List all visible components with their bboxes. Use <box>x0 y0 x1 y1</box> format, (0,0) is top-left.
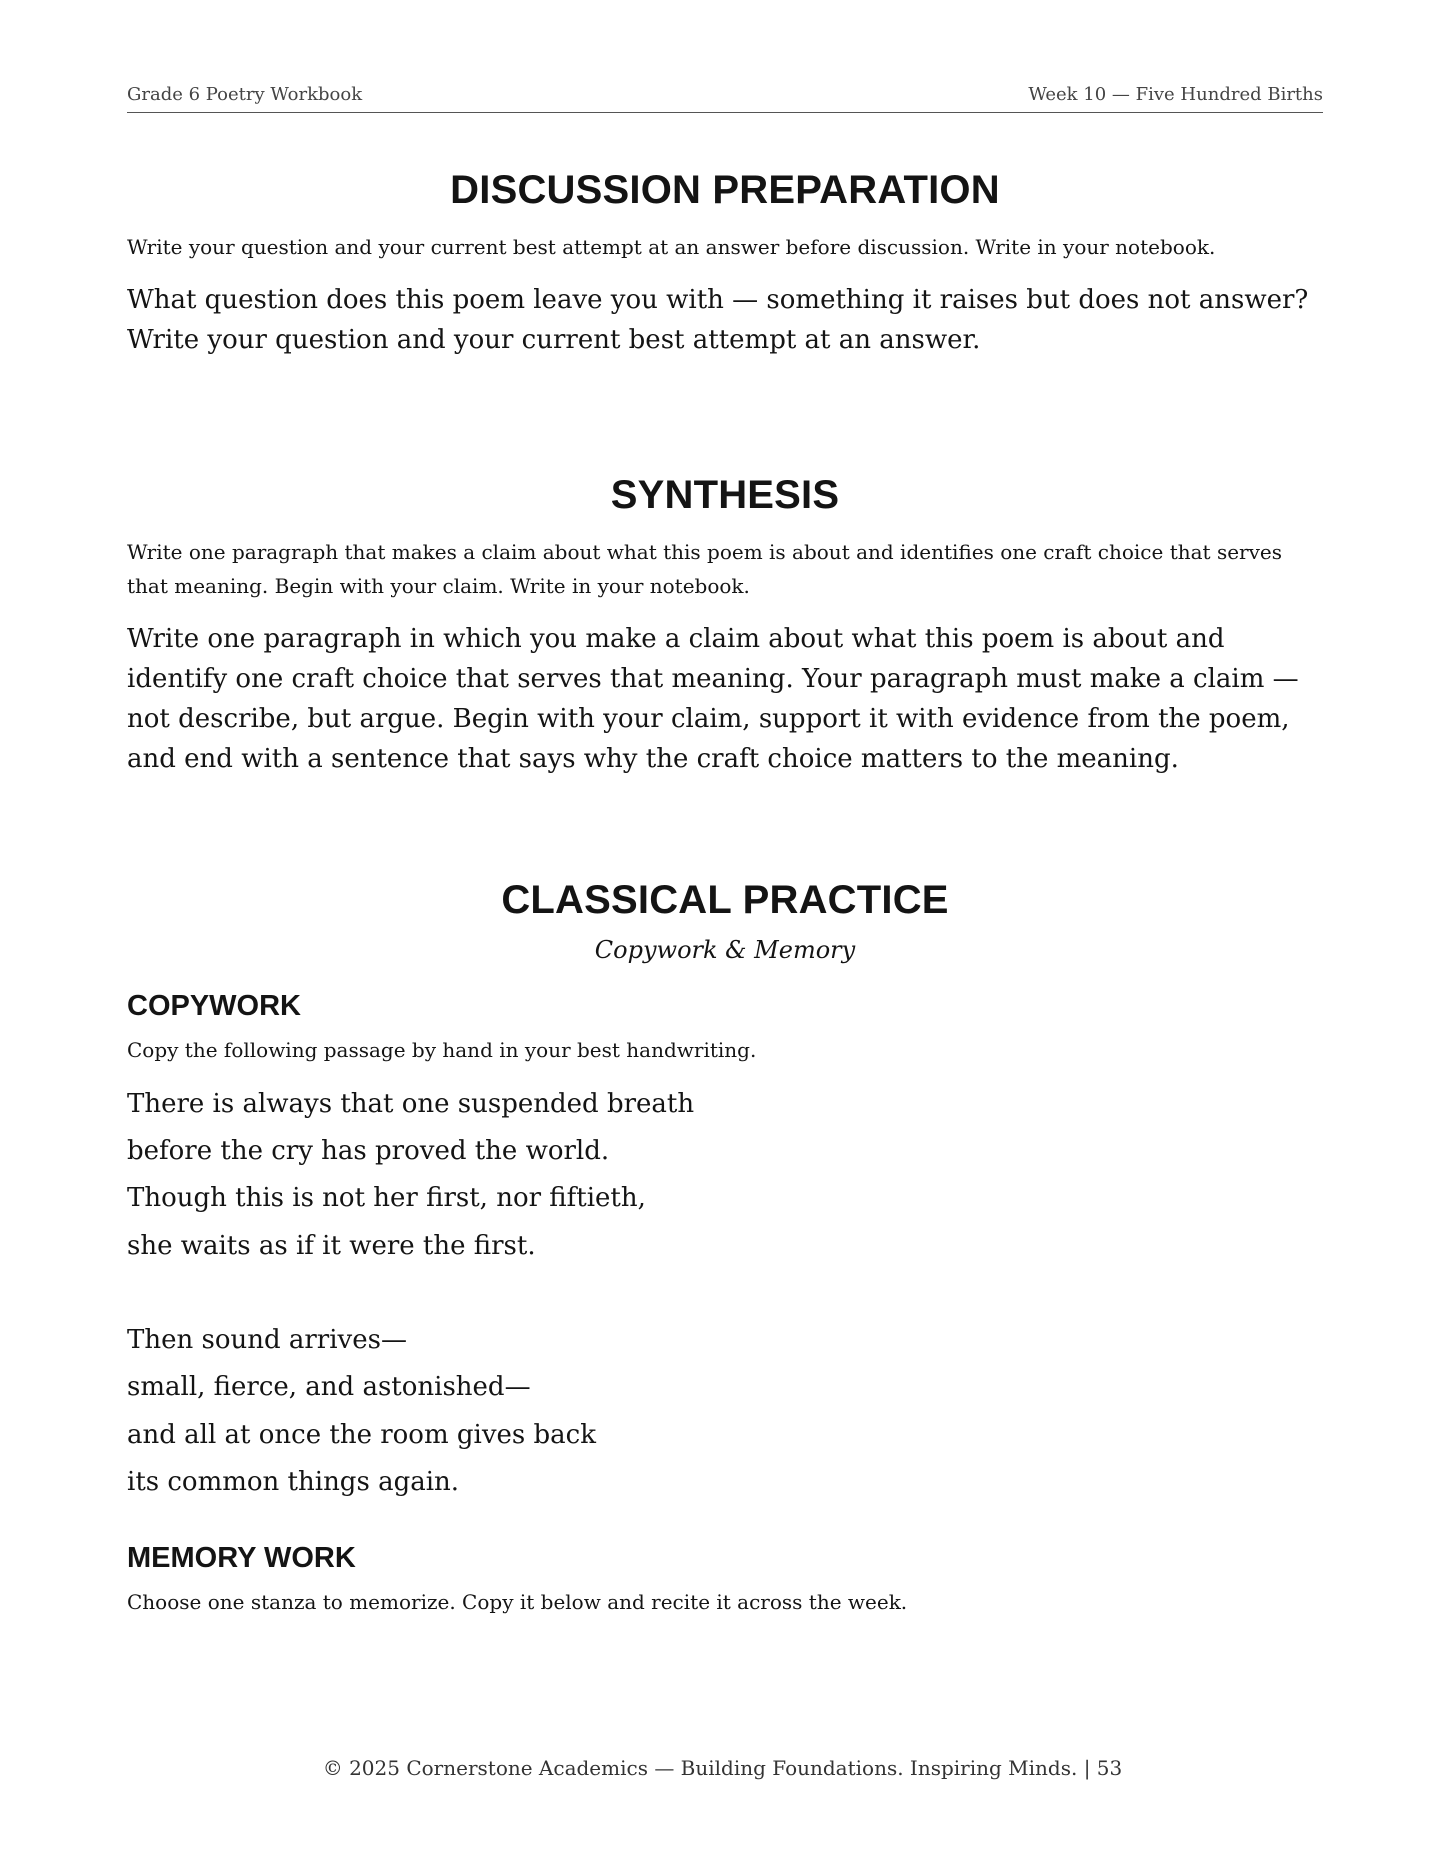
synthesis-title: SYNTHESIS <box>610 472 840 517</box>
header-workbook-title: Grade 6 Poetry Workbook <box>127 84 363 105</box>
memory-work-heading: MEMORY WORK <box>127 1542 356 1575</box>
synthesis-prompt: Write one paragraph in which you make a claim about what this poem is about and identify one craft choice that serves that meaning. Your paragraph must make a claim — not describe, but argue. Begin with your claim, support it with evidence from the poem, and end with a sentence that says why the craft choice matters to the meaning. <box>127 623 1299 775</box>
poem-line: before the cry has proved the world. <box>127 1136 610 1167</box>
discussion-prompt: What question does this poem leave you with — something it raises but does not answer? Write your question and your current best attempt at an answer. <box>127 285 1309 356</box>
copywork-heading: COPYWORK <box>127 989 301 1022</box>
classical-practice-subtitle: Copywork & Memory <box>594 935 856 964</box>
poem-line: There is always that one suspended breath <box>127 1088 695 1119</box>
discussion-title: DISCUSSION PREPARATION <box>450 168 1000 212</box>
memory-work-block <box>127 1542 1323 1619</box>
stanza-break <box>127 1270 1323 1317</box>
page-header <box>127 84 1323 113</box>
classical-practice-title: CLASSICAL PRACTICE <box>501 877 949 922</box>
poem-line: she waits as if it were the first. <box>127 1230 536 1261</box>
classical-practice-section <box>127 878 1323 1620</box>
memory-work-instructions: Choose one stanza to memorize. Copy it below and recite it across the week. <box>127 1590 908 1615</box>
poem-line: Though this is not her first, nor fiftieth, <box>127 1183 646 1214</box>
page-footer: © 2025 Cornerstone Academics — Building Foundations. Inspiring Minds. | 53 <box>322 1756 1123 1780</box>
poem-line: Then sound arrives— <box>127 1325 407 1356</box>
copywork-block <box>127 990 1323 1507</box>
spacer <box>127 780 1323 878</box>
poem-line: and all at once the room gives back <box>127 1419 596 1450</box>
poem-line: its common things again. <box>127 1466 460 1497</box>
discussion-section <box>127 168 1323 361</box>
synthesis-section <box>127 473 1323 780</box>
copywork-instructions: Copy the following passage by hand in your best handwriting. <box>127 1037 757 1062</box>
discussion-instructions: Write your question and your current best attempt at an answer before discussion. Write in your notebook. <box>127 235 1216 259</box>
copywork-passage <box>127 1081 1323 1507</box>
poem-line: small, fierce, and astonished— <box>127 1372 531 1403</box>
header-week-title: Week 10 — Five Hundred Births <box>1028 84 1323 105</box>
page-content <box>127 168 1323 1635</box>
spacer <box>127 361 1323 473</box>
synthesis-instructions: Write one paragraph that makes a claim about what this poem is about and identifies one craft choice that serves that meaning. Begin with your claim. Write in your notebook. <box>127 539 1282 598</box>
